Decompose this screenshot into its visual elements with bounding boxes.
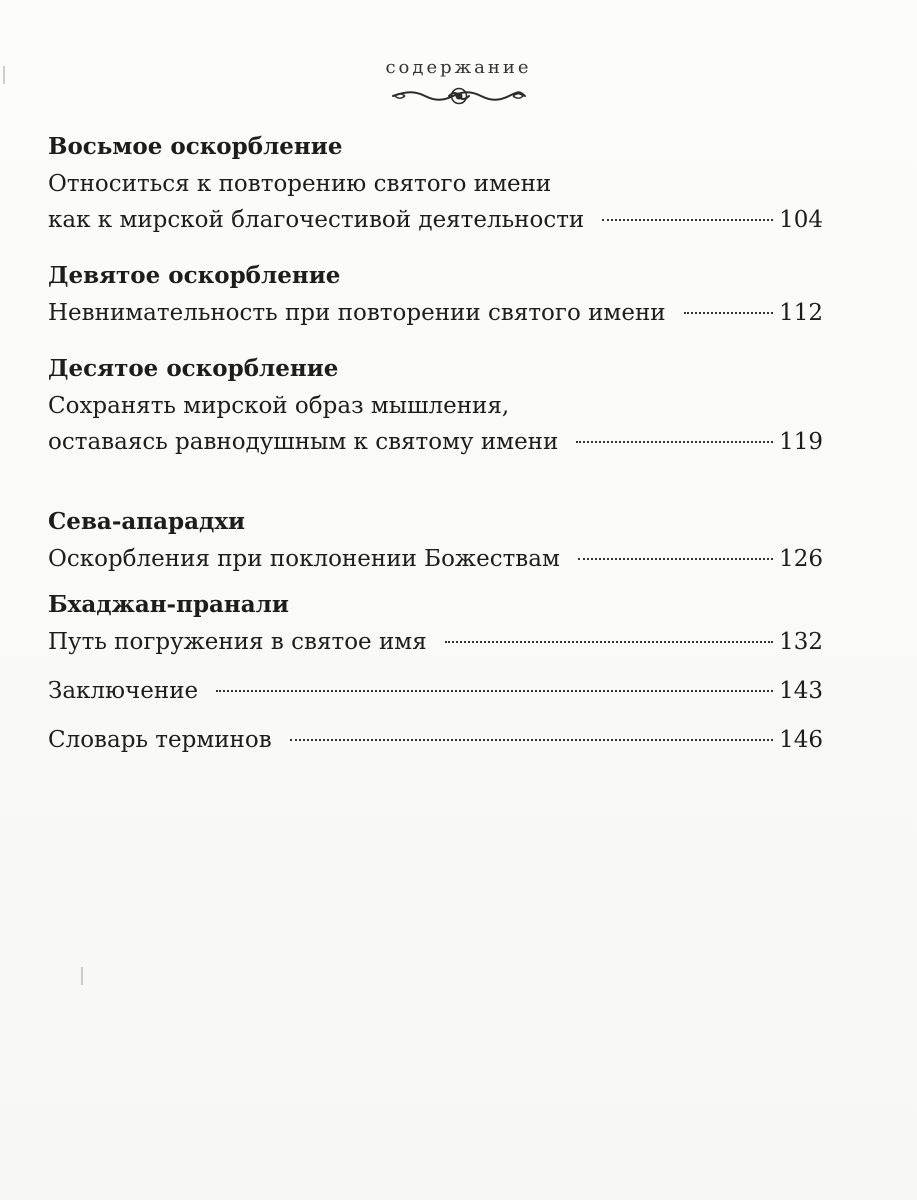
toc-entry <box>48 624 823 660</box>
page-number: 126 <box>779 546 823 572</box>
page-number: 112 <box>779 300 823 326</box>
header <box>0 57 917 108</box>
dot-leader <box>290 739 773 741</box>
entry-text: Оскорбления при поклонении Божествам <box>48 546 560 572</box>
toc-section <box>48 722 823 758</box>
section-title: Девятое оскорбление <box>48 262 341 289</box>
entry-text: Заключение <box>48 678 199 704</box>
section-title: Сева-апарадхи <box>48 508 246 535</box>
table-of-contents <box>48 132 823 771</box>
toc-entry <box>48 541 823 577</box>
dot-leader <box>576 441 773 443</box>
ornament-divider-icon <box>387 84 531 108</box>
toc-section <box>48 673 823 709</box>
toc-entry <box>48 722 823 758</box>
page-number: 119 <box>779 429 823 455</box>
toc-section <box>48 590 823 660</box>
toc-entry <box>48 424 823 460</box>
entry-text: Путь погружения в святое имя <box>48 629 427 655</box>
entry-text: Сохранять мирской образ мышления, <box>48 393 510 419</box>
page-number: 132 <box>779 629 823 655</box>
entry-text: как к мирской благочестивой деятельности <box>48 207 585 233</box>
section-title: Бхаджан-пранали <box>48 591 289 618</box>
page-number: 143 <box>779 678 823 704</box>
dot-leader <box>216 690 773 692</box>
page-number: 146 <box>779 727 823 753</box>
page-edge-mark <box>81 967 83 985</box>
entry-text: оставаясь равнодушным к святому имени <box>48 429 559 455</box>
toc-section <box>48 354 823 460</box>
page-number: 104 <box>779 207 823 233</box>
dot-leader <box>684 312 773 314</box>
entry-text: Относиться к повторению святого имени <box>48 171 552 197</box>
dot-leader <box>578 558 773 560</box>
dot-leader <box>602 219 773 221</box>
toc-section <box>48 261 823 331</box>
header-title: содержание <box>385 57 532 78</box>
entry-text: Невнимательность при повторении святого имени <box>48 300 666 326</box>
toc-section <box>48 507 823 577</box>
entry-text: Словарь терминов <box>48 727 272 753</box>
toc-entry <box>48 673 823 709</box>
section-title: Десятое оскорбление <box>48 355 339 382</box>
toc-entry <box>48 202 823 238</box>
toc-entry <box>48 295 823 331</box>
toc-section <box>48 132 823 238</box>
section-title: Восьмое оскорбление <box>48 133 343 160</box>
dot-leader <box>445 641 773 643</box>
